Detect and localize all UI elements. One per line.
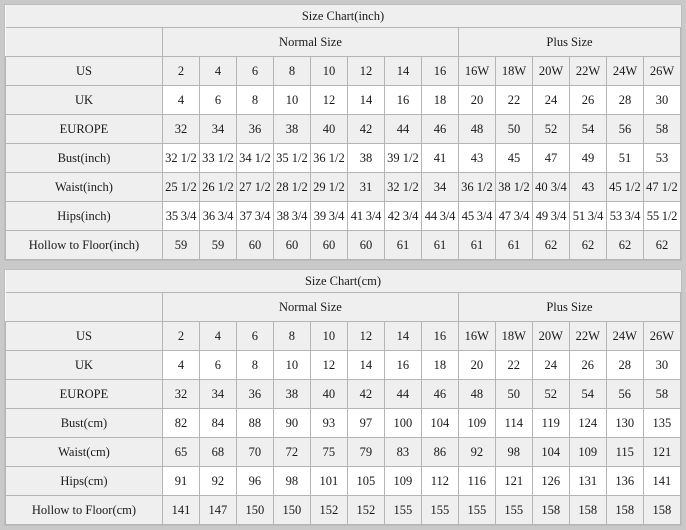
cell: 56 bbox=[606, 380, 643, 409]
row-label: Waist(inch) bbox=[6, 173, 163, 202]
cell: 58 bbox=[643, 380, 680, 409]
cell: 98 bbox=[273, 467, 310, 496]
cell: 135 bbox=[643, 409, 680, 438]
cell: 22 bbox=[495, 86, 532, 115]
cell: 36 1/2 bbox=[310, 144, 347, 173]
cell: 22W bbox=[569, 322, 606, 351]
table-title-row bbox=[6, 5, 681, 28]
row-label: EUROPE bbox=[6, 380, 163, 409]
cell: 84 bbox=[199, 409, 236, 438]
cell: 26 1/2 bbox=[199, 173, 236, 202]
cell: 38 bbox=[273, 115, 310, 144]
row-label: EUROPE bbox=[6, 115, 163, 144]
cell: 35 1/2 bbox=[273, 144, 310, 173]
cell: 45 bbox=[495, 144, 532, 173]
cell: 155 bbox=[421, 496, 458, 525]
cell: 150 bbox=[236, 496, 273, 525]
cell: 55 1/2 bbox=[643, 202, 680, 231]
cell: 30 bbox=[643, 351, 680, 380]
size-table-cm bbox=[5, 270, 681, 525]
cell: 26W bbox=[643, 322, 680, 351]
cell: 18W bbox=[495, 57, 532, 86]
cell: 37 3/4 bbox=[236, 202, 273, 231]
cell: 60 bbox=[347, 231, 384, 260]
cell: 22W bbox=[569, 57, 606, 86]
cell: 14 bbox=[384, 322, 421, 351]
cell: 155 bbox=[384, 496, 421, 525]
cell: 98 bbox=[495, 438, 532, 467]
row-label: Hips(cm) bbox=[6, 467, 163, 496]
cell: 42 bbox=[347, 380, 384, 409]
cell: 24W bbox=[606, 57, 643, 86]
cell: 38 bbox=[273, 380, 310, 409]
cell: 92 bbox=[458, 438, 495, 467]
cell: 50 bbox=[495, 380, 532, 409]
table-row bbox=[6, 202, 681, 231]
corner-cell bbox=[6, 28, 163, 57]
cell: 72 bbox=[273, 438, 310, 467]
cell: 93 bbox=[310, 409, 347, 438]
cell: 20W bbox=[532, 57, 569, 86]
cell: 50 bbox=[495, 115, 532, 144]
cell: 56 bbox=[606, 115, 643, 144]
cell: 4 bbox=[199, 322, 236, 351]
cell: 34 bbox=[199, 115, 236, 144]
table-row bbox=[6, 380, 681, 409]
cell: 126 bbox=[532, 467, 569, 496]
size-table-inch bbox=[5, 5, 681, 260]
cell: 8 bbox=[273, 57, 310, 86]
cell: 96 bbox=[236, 467, 273, 496]
cell: 36 bbox=[236, 380, 273, 409]
cell: 141 bbox=[162, 496, 199, 525]
cell: 16 bbox=[421, 322, 458, 351]
cell: 10 bbox=[310, 57, 347, 86]
table-row bbox=[6, 173, 681, 202]
cell: 158 bbox=[606, 496, 643, 525]
chart-title: Size Chart(inch) bbox=[6, 5, 681, 28]
cell: 38 bbox=[347, 144, 384, 173]
cell: 25 1/2 bbox=[162, 173, 199, 202]
cell: 47 bbox=[532, 144, 569, 173]
cell: 6 bbox=[236, 322, 273, 351]
cell: 54 bbox=[569, 380, 606, 409]
cell: 75 bbox=[310, 438, 347, 467]
cell: 91 bbox=[162, 467, 199, 496]
cell: 51 bbox=[606, 144, 643, 173]
cell: 112 bbox=[421, 467, 458, 496]
cell: 44 bbox=[384, 115, 421, 144]
cell: 53 3/4 bbox=[606, 202, 643, 231]
cell: 31 bbox=[347, 173, 384, 202]
cell: 48 bbox=[458, 115, 495, 144]
cell: 8 bbox=[236, 351, 273, 380]
cell: 43 bbox=[458, 144, 495, 173]
cell: 36 bbox=[236, 115, 273, 144]
group-header-plus: Plus Size bbox=[458, 293, 680, 322]
cell: 6 bbox=[199, 351, 236, 380]
cell: 59 bbox=[199, 231, 236, 260]
cell: 54 bbox=[569, 115, 606, 144]
cell: 82 bbox=[162, 409, 199, 438]
cell: 150 bbox=[273, 496, 310, 525]
cell: 48 bbox=[458, 380, 495, 409]
cell: 62 bbox=[606, 231, 643, 260]
table-row bbox=[6, 467, 681, 496]
cell: 42 3/4 bbox=[384, 202, 421, 231]
table-row bbox=[6, 231, 681, 260]
cell: 40 bbox=[310, 115, 347, 144]
cell: 20W bbox=[532, 322, 569, 351]
cell: 34 1/2 bbox=[236, 144, 273, 173]
cell: 62 bbox=[569, 231, 606, 260]
cell: 24 bbox=[532, 351, 569, 380]
cell: 6 bbox=[236, 57, 273, 86]
table-row bbox=[6, 57, 681, 86]
cell: 141 bbox=[643, 467, 680, 496]
cell: 61 bbox=[384, 231, 421, 260]
cell: 60 bbox=[273, 231, 310, 260]
cell: 158 bbox=[532, 496, 569, 525]
cell: 4 bbox=[199, 57, 236, 86]
cell: 30 bbox=[643, 86, 680, 115]
cell: 100 bbox=[384, 409, 421, 438]
cell: 83 bbox=[384, 438, 421, 467]
cell: 44 bbox=[384, 380, 421, 409]
row-label: US bbox=[6, 57, 163, 86]
cell: 60 bbox=[310, 231, 347, 260]
cell: 12 bbox=[347, 322, 384, 351]
cell: 90 bbox=[273, 409, 310, 438]
row-label: Waist(cm) bbox=[6, 438, 163, 467]
cell: 10 bbox=[273, 86, 310, 115]
cell: 109 bbox=[458, 409, 495, 438]
cell: 65 bbox=[162, 438, 199, 467]
cell: 42 bbox=[347, 115, 384, 144]
cell: 26 bbox=[569, 351, 606, 380]
cell: 16 bbox=[384, 351, 421, 380]
cell: 131 bbox=[569, 467, 606, 496]
cell: 155 bbox=[495, 496, 532, 525]
table-row bbox=[6, 438, 681, 467]
row-label: UK bbox=[6, 86, 163, 115]
cell: 4 bbox=[162, 86, 199, 115]
cell: 35 3/4 bbox=[162, 202, 199, 231]
cell: 8 bbox=[273, 322, 310, 351]
cell: 14 bbox=[347, 86, 384, 115]
cell: 40 3/4 bbox=[532, 173, 569, 202]
cell: 49 bbox=[569, 144, 606, 173]
cell: 16 bbox=[384, 86, 421, 115]
cell: 147 bbox=[199, 496, 236, 525]
cell: 18W bbox=[495, 322, 532, 351]
cell: 124 bbox=[569, 409, 606, 438]
cell: 12 bbox=[310, 351, 347, 380]
group-header-normal: Normal Size bbox=[162, 293, 458, 322]
cell: 2 bbox=[162, 57, 199, 86]
cell: 34 bbox=[421, 173, 458, 202]
cell: 12 bbox=[347, 57, 384, 86]
table-row bbox=[6, 322, 681, 351]
cell: 12 bbox=[310, 86, 347, 115]
cell: 104 bbox=[532, 438, 569, 467]
group-header-normal: Normal Size bbox=[162, 28, 458, 57]
row-label: US bbox=[6, 322, 163, 351]
cell: 6 bbox=[199, 86, 236, 115]
cell: 39 3/4 bbox=[310, 202, 347, 231]
cell: 49 3/4 bbox=[532, 202, 569, 231]
cell: 2 bbox=[162, 322, 199, 351]
row-label: UK bbox=[6, 351, 163, 380]
cell: 32 bbox=[162, 115, 199, 144]
table-group-row bbox=[6, 293, 681, 322]
cell: 121 bbox=[643, 438, 680, 467]
cell: 28 1/2 bbox=[273, 173, 310, 202]
size-chart-inch bbox=[4, 4, 682, 261]
cell: 4 bbox=[162, 351, 199, 380]
cell: 47 1/2 bbox=[643, 173, 680, 202]
cell: 158 bbox=[643, 496, 680, 525]
table-group-row bbox=[6, 28, 681, 57]
row-label: Bust(inch) bbox=[6, 144, 163, 173]
cell: 32 1/2 bbox=[162, 144, 199, 173]
cell: 26W bbox=[643, 57, 680, 86]
cell: 52 bbox=[532, 115, 569, 144]
row-label: Bust(cm) bbox=[6, 409, 163, 438]
table-row bbox=[6, 409, 681, 438]
cell: 52 bbox=[532, 380, 569, 409]
cell: 158 bbox=[569, 496, 606, 525]
cell: 24 bbox=[532, 86, 569, 115]
cell: 53 bbox=[643, 144, 680, 173]
cell: 152 bbox=[310, 496, 347, 525]
cell: 24W bbox=[606, 322, 643, 351]
table-row bbox=[6, 86, 681, 115]
cell: 29 1/2 bbox=[310, 173, 347, 202]
cell: 121 bbox=[495, 467, 532, 496]
cell: 36 3/4 bbox=[199, 202, 236, 231]
cell: 16W bbox=[458, 322, 495, 351]
corner-cell bbox=[6, 293, 163, 322]
cell: 16 bbox=[421, 57, 458, 86]
cell: 136 bbox=[606, 467, 643, 496]
cell: 36 1/2 bbox=[458, 173, 495, 202]
table-row bbox=[6, 115, 681, 144]
cell: 44 3/4 bbox=[421, 202, 458, 231]
cell: 115 bbox=[606, 438, 643, 467]
cell: 14 bbox=[384, 57, 421, 86]
chart-title: Size Chart(cm) bbox=[6, 270, 681, 293]
cell: 22 bbox=[495, 351, 532, 380]
cell: 14 bbox=[347, 351, 384, 380]
cell: 97 bbox=[347, 409, 384, 438]
group-header-plus: Plus Size bbox=[458, 28, 680, 57]
cell: 10 bbox=[310, 322, 347, 351]
cell: 39 1/2 bbox=[384, 144, 421, 173]
cell: 152 bbox=[347, 496, 384, 525]
cell: 10 bbox=[273, 351, 310, 380]
cell: 43 bbox=[569, 173, 606, 202]
cell: 18 bbox=[421, 86, 458, 115]
cell: 16W bbox=[458, 57, 495, 86]
cell: 51 3/4 bbox=[569, 202, 606, 231]
cell: 20 bbox=[458, 351, 495, 380]
cell: 28 bbox=[606, 86, 643, 115]
cell: 109 bbox=[569, 438, 606, 467]
cell: 119 bbox=[532, 409, 569, 438]
cell: 45 3/4 bbox=[458, 202, 495, 231]
cell: 101 bbox=[310, 467, 347, 496]
row-label: Hollow to Floor(cm) bbox=[6, 496, 163, 525]
cell: 46 bbox=[421, 115, 458, 144]
cell: 61 bbox=[495, 231, 532, 260]
cell: 47 3/4 bbox=[495, 202, 532, 231]
cell: 59 bbox=[162, 231, 199, 260]
cell: 58 bbox=[643, 115, 680, 144]
cell: 155 bbox=[458, 496, 495, 525]
cell: 8 bbox=[236, 86, 273, 115]
cell: 26 bbox=[569, 86, 606, 115]
cell: 33 1/2 bbox=[199, 144, 236, 173]
cell: 27 1/2 bbox=[236, 173, 273, 202]
cell: 41 bbox=[421, 144, 458, 173]
cell: 116 bbox=[458, 467, 495, 496]
cell: 104 bbox=[421, 409, 458, 438]
cell: 88 bbox=[236, 409, 273, 438]
table-row bbox=[6, 351, 681, 380]
table-title-row bbox=[6, 270, 681, 293]
cell: 32 bbox=[162, 380, 199, 409]
cell: 60 bbox=[236, 231, 273, 260]
cell: 79 bbox=[347, 438, 384, 467]
cell: 109 bbox=[384, 467, 421, 496]
cell: 114 bbox=[495, 409, 532, 438]
cell: 70 bbox=[236, 438, 273, 467]
table-row bbox=[6, 496, 681, 525]
cell: 61 bbox=[458, 231, 495, 260]
cell: 28 bbox=[606, 351, 643, 380]
cell: 130 bbox=[606, 409, 643, 438]
row-label: Hips(inch) bbox=[6, 202, 163, 231]
size-chart-cm bbox=[4, 269, 682, 526]
cell: 62 bbox=[643, 231, 680, 260]
cell: 62 bbox=[532, 231, 569, 260]
cell: 41 3/4 bbox=[347, 202, 384, 231]
cell: 32 1/2 bbox=[384, 173, 421, 202]
cell: 92 bbox=[199, 467, 236, 496]
cell: 38 3/4 bbox=[273, 202, 310, 231]
cell: 34 bbox=[199, 380, 236, 409]
cell: 38 1/2 bbox=[495, 173, 532, 202]
cell: 68 bbox=[199, 438, 236, 467]
cell: 40 bbox=[310, 380, 347, 409]
cell: 45 1/2 bbox=[606, 173, 643, 202]
row-label: Hollow to Floor(inch) bbox=[6, 231, 163, 260]
cell: 20 bbox=[458, 86, 495, 115]
table-row bbox=[6, 144, 681, 173]
cell: 61 bbox=[421, 231, 458, 260]
cell: 86 bbox=[421, 438, 458, 467]
cell: 46 bbox=[421, 380, 458, 409]
cell: 105 bbox=[347, 467, 384, 496]
cell: 18 bbox=[421, 351, 458, 380]
